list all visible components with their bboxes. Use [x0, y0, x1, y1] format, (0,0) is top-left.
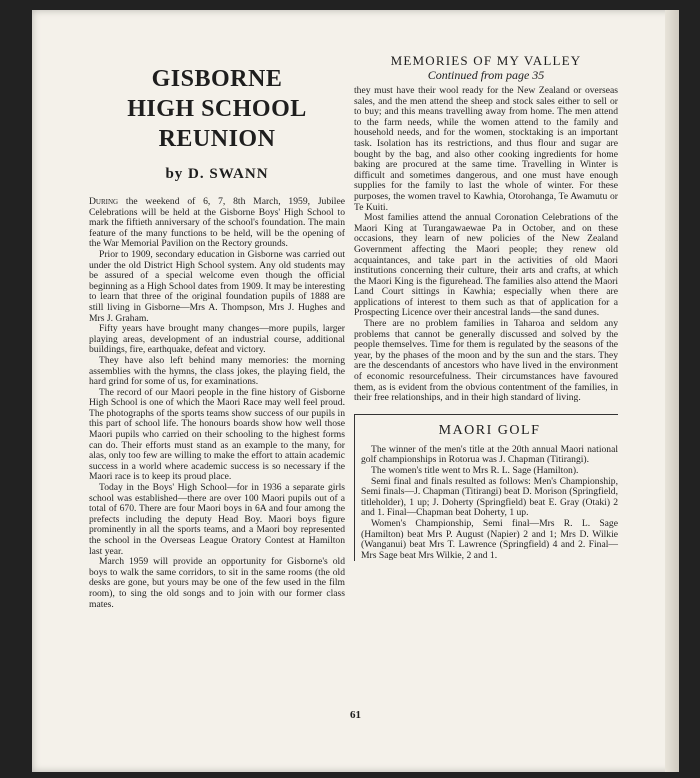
article-title [89, 64, 345, 154]
continuation-subtitle: Continued from page 35 [427, 68, 545, 82]
article-title-line-2: HIGH SCHOOL [127, 96, 307, 122]
magazine-page [32, 10, 679, 772]
article-byline: by D. SWANN [165, 166, 269, 182]
continuation-title: MEMORIES OF MY VALLEY [390, 53, 582, 68]
article-paragraph: Most families attend the annual Coronation Celebrations of the Maori King at Turangawaewae Pa in October, and on these occasions, they learn of new policies of the New Zealand Government affecting the Maori people; they renew old acquaintances, and take part in the activities of old Maori institutions concerning their culture, their arts and crafts, at which the Maori King is the figurehead. The families also attend the Maori Land Court sittings in Kawhia; especially when there are applications of interest to them such as that of application for a Prospecting Licence over their ancestral lands—the sand dunes. [354, 212, 618, 319]
golf-section [354, 414, 618, 562]
article-paragraph: March 1959 will provide an opportunity for Gisborne's old boys to walk the same corridors, to sit in the same rooms (the old desks are gone, but yours may be one of the few used in the film room), to sing the old songs and to join with our former class mates. [89, 556, 345, 610]
golf-paragraph: Semi final and finals resulted as follows: Men's Championship, Semi finals—J. Chapman (Titirangi) beat D. Morison (Springfield, titleholder), 1 up; J. Doherty (Springfield) beat E. Gray (Otaki) 2 and 1. Final—Chapman beat Doherty, 1 up. [361, 475, 618, 519]
article-paragraph: Today in the Boys' High School—for in 1936 a separate girls school was established—there are over 100 Maori pupils out of a total of 670. There are four Maori boys in 6A and four among the prefects including the deputy Head Boy. Maori boys figure prominently in all the sports teams, and a Maori boy represented the school in the Overseas League Oratory Contest at Hamilton last year. [89, 482, 345, 557]
article-title-block [89, 64, 345, 183]
article-paragraph [89, 197, 345, 250]
article-paragraph: The record of our Maori people in the fine history of Gisborne High School is one of which the Maori Race may well feel proud. The photographs of the sports teams show success of our pupils in this part of school life. The honours boards show how well those Maori pupils who carried on their schooling to the highest forms can do. Their efforts must stand as an example to the many, for alas, only too few are willing to make the effort to attain academic success in a world where academic success is so necessary if the Maori race is to keep its proud place. [89, 386, 345, 483]
article-title-line-3: REUNION [158, 126, 276, 152]
article-column-right [354, 54, 618, 561]
golf-paragraph: The winner of the men's title at the 20th annual Maori national golf championships in Rotorua was J. Chapman (Titirangi). [361, 443, 618, 466]
page-edge [665, 10, 679, 772]
article-title-line-1: GISBORNE [151, 66, 283, 92]
article-paragraph: There are no problem families in Taharoa and seldom any problems that cannot be generally discussed and solved by the people themselves. Time for them is regulated by the seasons of the year, by the phases of the moon and by the sun and the stars. They are the descendants of ancestors who have lived in the environment of economic resourcefulness. Their circumstances have favoured them, as is evident from the obvious contentment of the families, in their free relationships, and in their high standard of living. [354, 318, 618, 404]
lead-text: the weekend of 6, 7, 8th March, 1959, Jubilee Celebrations will be held at the Gisborne Boys' High School to mark the fiftieth anniversary of the school's foundation. The main feature of the many functions to be held, will be the opening of the War Memorial Pavilion on the Rectory grounds. [89, 196, 345, 250]
page-number: 61 [350, 709, 361, 721]
article-paragraph: they must have their wool ready for the New Zealand or overseas sales, and the men attend the sheep and stock sales either to sell or to buy; and this means travelling away from home. The men attend to the farm needs, while the women attend to the family and household needs, and for the women, stocktaking is an important task. Isolation has its restrictions, and thus flour and sugar are bought by the bag, and also other cooking ingredients for home baking are procured at the same time. Travelling in Winter is difficult and sometimes dangerous, and one must have enough supplies for the family to last the whole of winter. For these purposes, the women travel to Kawhia, Otorohanga, Te Awamutu or Te Kuiti. [354, 85, 618, 213]
golf-paragraph: Women's Championship, Semi final—Mrs R. L. Sage (Hamilton) beat Mrs P. August (Napier) 2 and 1; Mrs D. Wilkie (Wanganui) beat Mrs T. Lawrence (Springfield) 4 and 2. Final—Mrs Sage beat Mrs Wilkie, 2 and 1. [361, 517, 618, 561]
article-paragraph: Prior to 1909, secondary education in Gisborne was carried out under the old District High School system. Any old students may be assured of a special welcome even though the official beginning as a High School dates from 1909. It may be interesting to learn that three of the original foundation pupils of 1888 are still living in Gisborne—Mrs A. Thompson, Mrs J. Hughes and Mrs J. Graham. [89, 248, 345, 324]
golf-title: MAORI GOLF [438, 422, 541, 438]
article-paragraph: They have also left behind many memories: the morning assemblies with the hymns, the class jokes, the playing field, the hard grind for some of us, for examinations. [89, 354, 345, 388]
lead-word: During [89, 196, 119, 207]
continuation-header [354, 54, 618, 82]
golf-paragraph: The women's title went to Mrs R. L. Sage (Hamilton). [371, 465, 579, 476]
article-column-left [89, 54, 345, 610]
article-paragraph: Fifty years have brought many changes—more pupils, larger playing areas, development of an industrial course, additional buildings, fire, earthquake, defeat and victory. [89, 323, 345, 356]
